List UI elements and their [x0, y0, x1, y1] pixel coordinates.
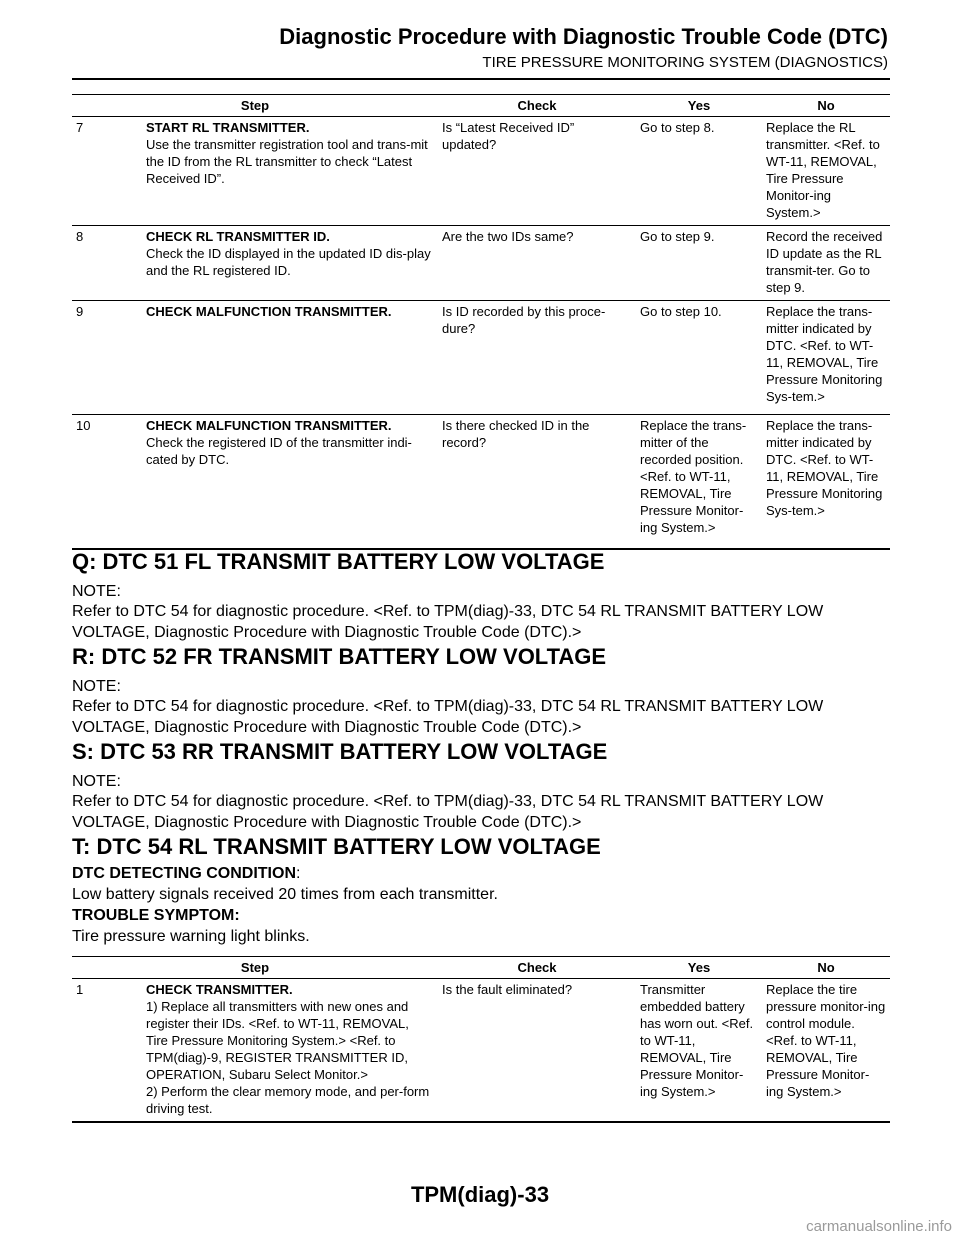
step-content	[142, 415, 438, 549]
section-heading: Q: DTC 51 FL TRANSMIT BATTERY LOW VOLTAGE	[72, 549, 605, 574]
yes-cell: Go to step 8.	[636, 117, 762, 226]
step-title: CHECK MALFUNCTION TRANSMITTER.	[146, 418, 392, 433]
step-content	[142, 301, 438, 415]
table-row	[72, 117, 890, 226]
note-body: Refer to DTC 54 for diagnostic procedure. <Ref. to TPM(diag)-33, DTC 54 RL TRANSMIT BATTERY LOW VOLTAGE, Diagnostic Procedure with Diagnostic Trouble Code (DTC).>	[72, 603, 824, 641]
header-no: No	[762, 95, 890, 117]
table-row	[72, 301, 890, 415]
step-number: 1	[72, 979, 142, 1123]
note-label: NOTE:	[72, 773, 121, 790]
step-content	[142, 979, 438, 1123]
page-title: Diagnostic Procedure with Diagnostic Trouble Code (DTC)	[279, 24, 888, 49]
header-rule	[72, 78, 890, 80]
step-number: 8	[72, 226, 142, 301]
check-cell: Is the fault eliminated?	[438, 979, 636, 1123]
procedure-table-2	[72, 956, 890, 1123]
section-subtitle: TIRE PRESSURE MONITORING SYSTEM (DIAGNOSTICS)	[482, 54, 888, 71]
header-no: No	[762, 957, 890, 979]
step-title: START RL TRANSMITTER.	[146, 120, 310, 135]
no-cell: Replace the tire pressure monitor-ing control module. <Ref. to WT-11, REMOVAL, Tire Pressure Monitor-ing System.>	[762, 979, 890, 1123]
header-step: Step	[72, 95, 438, 117]
step-content	[142, 117, 438, 226]
step-title: CHECK RL TRANSMITTER ID.	[146, 229, 330, 244]
check-cell: Is there checked ID in the record?	[438, 415, 636, 549]
step-content	[142, 226, 438, 301]
header-yes: Yes	[636, 95, 762, 117]
no-cell: Record the received ID update as the RL transmit-ter. Go to step 9.	[762, 226, 890, 301]
table-row	[72, 415, 890, 549]
section-s	[72, 739, 890, 833]
symptom-label: TROUBLE SYMPTOM:	[72, 907, 240, 924]
yes-cell: Go to step 10.	[636, 301, 762, 415]
header-check: Check	[438, 957, 636, 979]
yes-cell: Replace the trans-mitter of the recorded position. <Ref. to WT-11, REMOVAL, Tire Pressure Monitor-ing System.>	[636, 415, 762, 549]
step-description: Check the registered ID of the transmitter indi-cated by DTC.	[146, 435, 412, 467]
step-number: 10	[72, 415, 142, 549]
section-r	[72, 644, 890, 738]
no-cell: Replace the RL transmitter. <Ref. to WT-11, REMOVAL, Tire Pressure Monitor-ing System.>	[762, 117, 890, 226]
step-title: CHECK MALFUNCTION TRANSMITTER.	[146, 304, 392, 319]
note-label: NOTE:	[72, 678, 121, 695]
symptom-text: Tire pressure warning light blinks.	[72, 928, 310, 945]
no-cell: Replace the trans-mitter indicated by DTC. <Ref. to WT-11, REMOVAL, Tire Pressure Monitoring Sys-tem.>	[762, 415, 890, 549]
check-cell: Is ID recorded by this proce-dure?	[438, 301, 636, 415]
condition-label: DTC DETECTING CONDITION	[72, 865, 296, 882]
note-label: NOTE:	[72, 583, 121, 600]
header-yes: Yes	[636, 957, 762, 979]
yes-cell: Transmitter embedded battery has worn out. <Ref. to WT-11, REMOVAL, Tire Pressure Monitor-ing System.>	[636, 979, 762, 1123]
condition-line	[72, 863, 890, 884]
yes-cell: Go to step 9.	[636, 226, 762, 301]
section-heading: S: DTC 53 RR TRANSMIT BATTERY LOW VOLTAGE	[72, 739, 608, 764]
step-number: 7	[72, 117, 142, 226]
condition-text: Low battery signals received 20 times from each transmitter.	[72, 886, 498, 903]
header-step: Step	[72, 957, 438, 979]
note-body: Refer to DTC 54 for diagnostic procedure. <Ref. to TPM(diag)-33, DTC 54 RL TRANSMIT BATTERY LOW VOLTAGE, Diagnostic Procedure with Diagnostic Trouble Code (DTC).>	[72, 793, 824, 831]
section-heading: T: DTC 54 RL TRANSMIT BATTERY LOW VOLTAGE	[72, 834, 601, 859]
procedure-table-1	[72, 94, 890, 550]
watermark: carmanualsonline.info	[806, 1218, 952, 1235]
page-number: TPM(diag)-33	[410, 1182, 550, 1207]
check-cell: Are the two IDs same?	[438, 226, 636, 301]
table-row	[72, 226, 890, 301]
step-number: 9	[72, 301, 142, 415]
section-heading: R: DTC 52 FR TRANSMIT BATTERY LOW VOLTAGE	[72, 644, 607, 669]
header-check: Check	[438, 95, 636, 117]
table-header-row	[72, 95, 890, 117]
step-title: CHECK TRANSMITTER.	[146, 982, 293, 997]
condition-colon: :	[296, 865, 301, 882]
check-cell: Is “Latest Received ID” updated?	[438, 117, 636, 226]
table-header-row	[72, 957, 890, 979]
note-body: Refer to DTC 54 for diagnostic procedure. <Ref. to TPM(diag)-33, DTC 54 RL TRANSMIT BATTERY LOW VOLTAGE, Diagnostic Procedure with Diagnostic Trouble Code (DTC).>	[72, 698, 824, 736]
section-q	[72, 549, 890, 643]
step-description: Use the transmitter registration tool and trans-mit the ID from the RL transmitter to check “Latest Received ID”.	[146, 137, 428, 186]
step-description: 1) Replace all transmitters with new ones and register their IDs. <Ref. to WT-11, REMOVAL, Tire Pressure Monitoring System.> <Ref. to TPM(diag)-9, REGISTER TRANSMITTER ID, OPERATION, Subaru Select Monitor.>	[146, 999, 409, 1082]
step-description: Check the ID displayed in the updated ID dis-play and the RL registered ID.	[146, 246, 431, 278]
no-cell: Replace the trans-mitter indicated by DTC. <Ref. to WT-11, REMOVAL, Tire Pressure Monitoring Sys-tem.>	[762, 301, 890, 415]
step-description-2: 2) Perform the clear memory mode, and per-form driving test.	[146, 1084, 430, 1116]
section-t	[72, 834, 890, 947]
table-row	[72, 979, 890, 1123]
